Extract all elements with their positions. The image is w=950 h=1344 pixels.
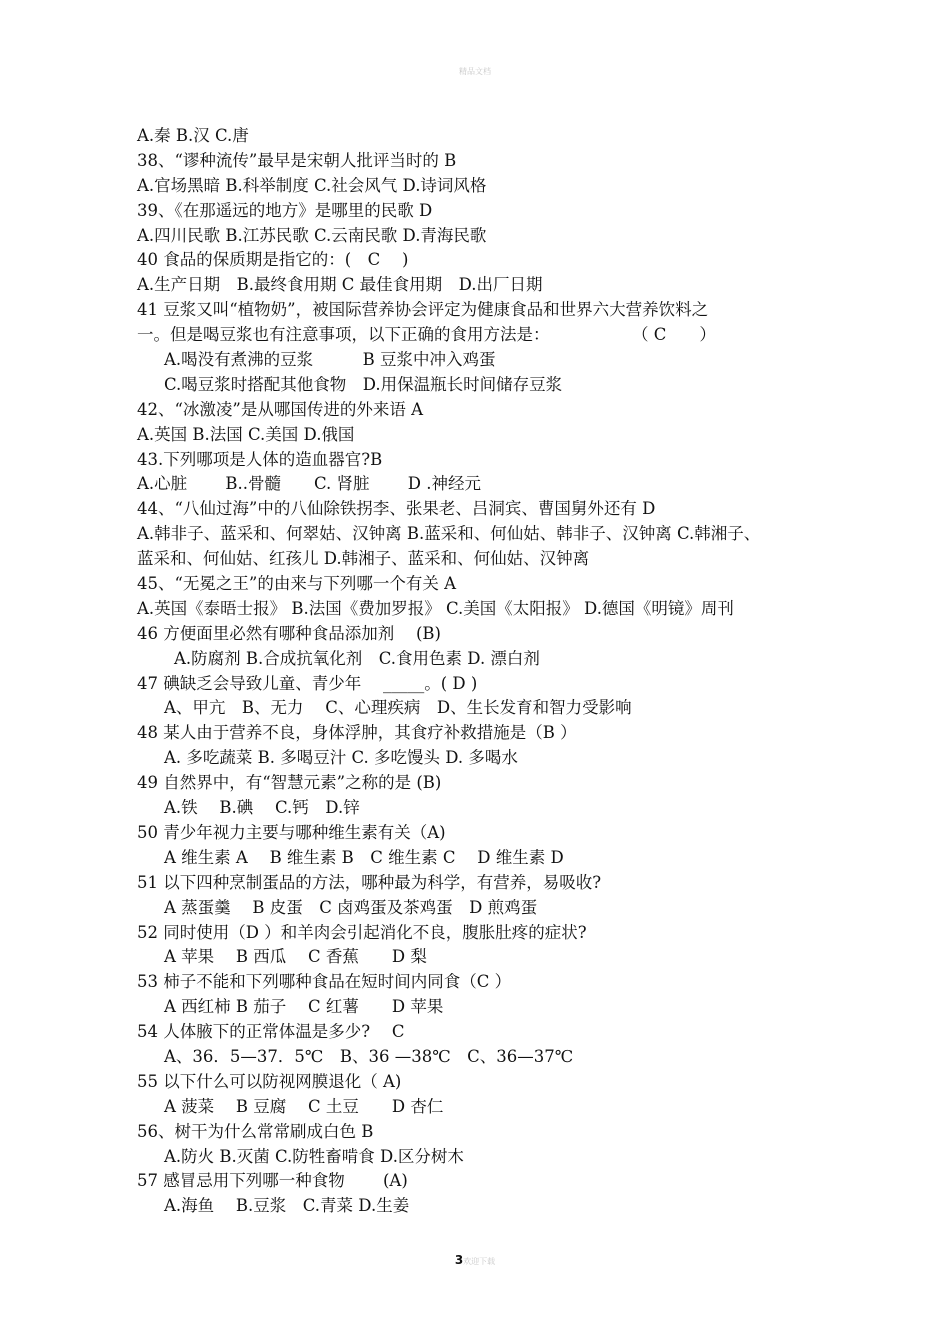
page-number: 3 <box>454 1253 464 1267</box>
text-line: 一。但是喝豆浆也有注意事项，以下正确的食用方法是： （ C ） <box>137 325 716 345</box>
text-line: 43.下列哪项是人体的造血器官?B <box>137 449 383 469</box>
text-line: 48 某人由于营养不良，身体浮肿，其食疗补救措施是（B ） <box>137 723 577 743</box>
text-line: 40 食品的保质期是指它的：( C ) <box>137 250 409 270</box>
page-footer <box>0 1253 950 1267</box>
text-line: 57 感冒忌用下列哪一种食物 (A) <box>137 1171 408 1191</box>
text-line: A 苹果 B 西瓜 C 香蕉 D 梨 <box>164 947 427 967</box>
text-line: A 西红柿 B 茄子 C 红薯 D 苹果 <box>164 997 444 1017</box>
text-line: 53 柿子不能和下列哪种食品在短时间内同食（C ） <box>137 972 512 992</box>
text-line: 47 碘缺乏会导致儿童、青少年 _____。( D ) <box>137 673 478 693</box>
text-line: A. 多吃蔬菜 B. 多喝豆汁 C. 多吃馒头 D. 多喝水 <box>164 748 518 768</box>
text-line: 46 方便面里必然有哪种食品添加剂 (B) <box>137 623 441 643</box>
text-line: A.海鱼 B.豆浆 C.青菜 D.生姜 <box>164 1196 410 1216</box>
text-line: A.英国《泰晤士报》 B.法国《费加罗报》 C.美国《太阳报》 D.德国《明镜》周刊 <box>137 598 734 618</box>
text-line: A.官场黑暗 B.科举制度 C.社会风气 D.诗词风格 <box>137 175 487 195</box>
text-line: 41 豆浆又叫“植物奶”，被国际营养协会评定为健康食品和世界六大营养饮料之 <box>137 300 709 320</box>
text-line: A 菠菜 B 豆腐 C 土豆 D 杏仁 <box>164 1096 444 1116</box>
text-line: A.生产日期 B.最终食用期 C 最佳食用期 D.出厂日期 <box>137 275 543 295</box>
page-header: 精品文档 <box>459 67 491 76</box>
text-line: 51 以下四种烹制蛋品的方法，哪种最为科学，有营养，易吸收? <box>137 872 602 892</box>
text-line: 38、“谬种流传”最早是宋朝人批评当时的 B <box>137 150 457 170</box>
text-line: 54 人体腋下的正常体温是多少? C <box>137 1022 405 1042</box>
document-body <box>137 124 827 1219</box>
text-line: A.英国 B.法国 C.美国 D.俄国 <box>137 424 355 444</box>
text-line: A、甲亢 B、无力 C、心理疾病 D、生长发育和智力受影响 <box>164 698 632 718</box>
text-line: 55 以下什么可以防视网膜退化（ A) <box>137 1071 402 1091</box>
text-line: A.防火 B.灭菌 C.防牲畜啃食 D.区分树木 <box>164 1146 464 1166</box>
text-line: A.韩非子、蓝采和、何翠姑、汉钟离 B.蓝采和、何仙姑、韩非子、汉钟离 C.韩湘子、 <box>137 524 761 544</box>
text-line: 50 青少年视力主要与哪种维生素有关（A) <box>137 822 446 842</box>
text-line: A 蒸蛋羹 B 皮蛋 C 卤鸡蛋及茶鸡蛋 D 煎鸡蛋 <box>164 897 538 917</box>
text-line: 45、“无冕之王”的由来与下列哪一个有关 A <box>137 574 457 594</box>
text-line: C.喝豆浆时搭配其他食物 D.用保温瓶长时间储存豆浆 <box>164 374 563 394</box>
text-line: A.喝没有煮沸的豆浆 B 豆浆中冲入鸡蛋 <box>164 350 496 370</box>
text-line: 39、《在那遥远的地方》是哪里的民歌 D <box>137 200 433 220</box>
text-line: 56、树干为什么常常刷成白色 B <box>137 1121 374 1141</box>
text-line: A、36．5—37．5℃ B、36 —38℃ C、36—37℃ <box>164 1046 574 1066</box>
text-line: 52 同时使用（D ）和羊肉会引起消化不良，腹胀肚疼的症状? <box>137 922 587 942</box>
text-line: A.心脏 B..骨髓 C. 肾脏 D .神经元 <box>137 474 482 494</box>
text-line: 49 自然界中，有“智慧元素”之称的是 (B) <box>137 773 442 793</box>
text-line: 42、“冰激凌”是从哪国传进的外来语 A <box>137 399 424 419</box>
text-line: A.防腐剂 B.合成抗氧化剂 C.食用色素 D. 漂白剂 <box>174 648 540 668</box>
text-line: A.铁 B.碘 C.钙 D.锌 <box>164 798 360 818</box>
text-line: 44、“八仙过海”中的八仙除铁拐李、张果老、吕洞宾、曹国舅外还有 D <box>137 499 656 519</box>
text-line: A.四川民歌 B.江苏民歌 C.云南民歌 D.青海民歌 <box>137 225 487 245</box>
text-line: A.秦 B.汉 C.唐 <box>137 126 249 145</box>
text-line: 蓝采和、何仙姑、红孩儿 D.韩湘子、蓝采和、何仙姑、汉钟离 <box>137 549 590 569</box>
text-line: A 维生素 A B 维生素 B C 维生素 C D 维生素 D <box>164 847 564 867</box>
footer-text: 欢迎下载 <box>463 1257 496 1266</box>
